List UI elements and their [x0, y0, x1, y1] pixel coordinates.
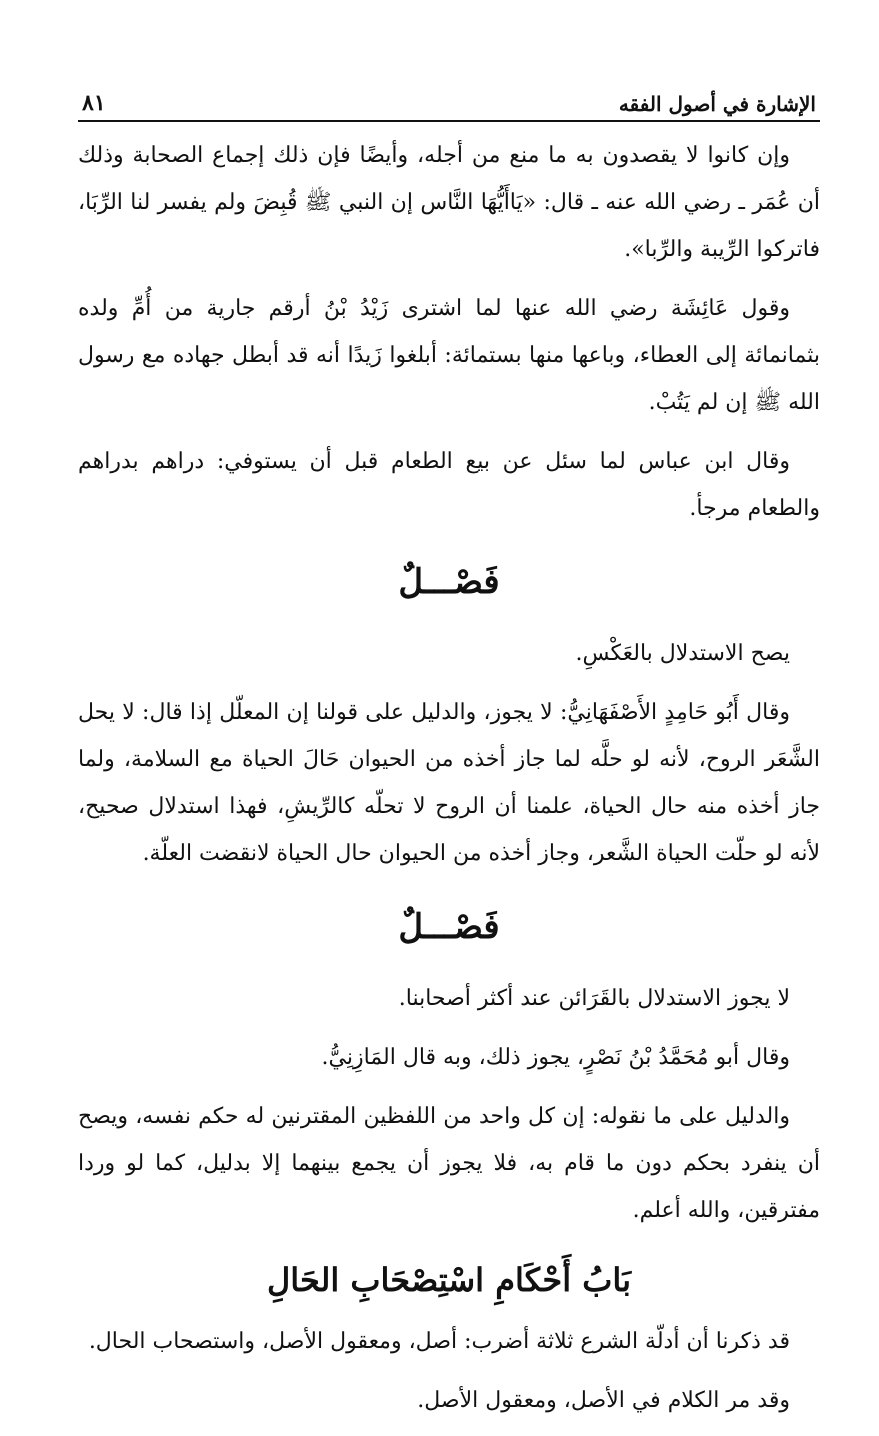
section-heading: فَصْـــلٌ: [398, 907, 500, 947]
paragraph: وقال أَبُو حَامِدٍ الأَصْفَهَانِيُّ: لا يجوز، والدليل على قولنا إن المعلّل إذا قال: لا يحل الشَّعَر الروح، لأنه لو حلَّه لما جاز أخذه من الحيوان حَالَ الحياة مع السلامة، ولما جاز أخذه منه حال الحياة، علمنا أن الروح لا تحلّه كالرِّيشِ، فهذا استدلال صحيح، لأنه لو حلّت الحياة الشَّعر، وجاز أخذه من الحيوان حال الحياة لانقضت العلّة.: [78, 700, 820, 866]
paragraph: لا يجوز الاستدلال بالقَرَائن عند أكثر أصحابنا.: [398, 986, 790, 1011]
section-heading: فَصْـــلٌ: [398, 562, 500, 602]
running-header: [78, 80, 820, 122]
paragraph: وقول عَائِشَة رضي الله عنها لما اشترى زَيْدُ بْنُ أرقم جارية من أُمِّ ولده بثمانمائة إلى العطاء، وباعها منها بستمائة: أبلغوا زَيدًا أنه قد أبطل جهاده مع رسول الله ﷺ إن لم يَتُبْ.: [78, 296, 820, 415]
paragraph: وقال أبو مُحَمَّدُ بْنُ نَصْرٍ، يجوز ذلك، وبه قال المَازِنِيُّ.: [321, 1045, 790, 1070]
book-page: [78, 80, 820, 1436]
page-content: [78, 132, 820, 1424]
paragraph: يصح الاستدلال بالعَكْسِ.: [575, 641, 790, 666]
page-number: ٨١: [82, 90, 106, 116]
paragraph: وإن كانوا لا يقصدون به ما منع من أجله، وأيضًا فإن ذلك إجماع الصحابة وذلك أن عُمَر ـ رضي الله عنه ـ قال: «يَاأَيُّهَا النَّاس إن النبي ﷺ قُبِضَ ولم يفسر لنا الرِّبَا، فاتركوا الرِّيبة والرِّبا».: [78, 143, 820, 262]
book-title: الإشارة في أصول الفقه: [618, 92, 816, 116]
paragraph: والدليل على ما نقوله: إن كل واحد من اللفظين المقترنين له حكم نفسه، ويصح أن ينفرد بحكم دون ما قام به، فلا يجوز أن يجمع بينهما إلا بدليل، كما لو وردا مفترقين، والله أعلم.: [78, 1104, 820, 1223]
paragraph: قد ذكرنا أن أدلّة الشرع ثلاثة أضرب: أصل، ومعقول الأصل، واستصحاب الحال.: [88, 1329, 790, 1354]
paragraph: وقال ابن عباس لما سئل عن بيع الطعام قبل أن يستوفي: دراهم بدراهم والطعام مرجأ.: [78, 449, 820, 521]
chapter-heading: بَابُ أَحْكَامِ اسْتِصْحَابِ الحَالِ: [266, 1261, 632, 1299]
paragraph: وقد مر الكلام في الأصل، ومعقول الأصل.: [417, 1388, 790, 1413]
